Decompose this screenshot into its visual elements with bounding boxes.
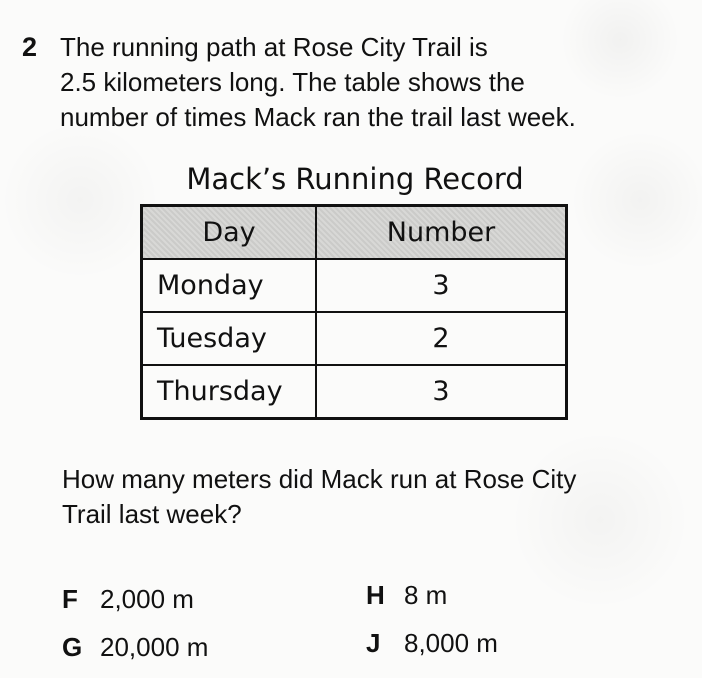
choice-text: 2,000 m	[100, 584, 194, 614]
header-day: Day	[142, 206, 317, 260]
table-row	[142, 259, 567, 312]
answer-choice-h[interactable]	[366, 580, 447, 611]
choice-letter: J	[366, 628, 381, 658]
question-stem	[60, 30, 680, 135]
table-header-row	[142, 206, 567, 260]
choice-text: 8,000 m	[404, 628, 498, 658]
cell-number: 3	[316, 259, 567, 312]
stem-line: The running path at Rose City Trail is	[60, 32, 488, 62]
choice-letter: G	[62, 632, 83, 662]
question-ask	[62, 462, 682, 532]
choice-letter: F	[62, 584, 78, 614]
choice-text: 20,000 m	[100, 632, 209, 662]
running-record-table	[140, 204, 568, 420]
cell-number: 3	[316, 365, 567, 419]
ask-line: Trail last week?	[62, 499, 242, 529]
cell-day: Tuesday	[142, 312, 317, 365]
ask-line: How many meters did Mack run at Rose City	[62, 464, 577, 494]
cell-day: Monday	[142, 259, 317, 312]
table-title: Mack’s Running Record	[186, 162, 524, 196]
answer-choice-j[interactable]	[366, 628, 498, 659]
answer-choice-g[interactable]	[62, 632, 208, 663]
answer-choice-f[interactable]	[62, 584, 194, 615]
choice-letter: H	[366, 580, 385, 610]
choice-text: 8 m	[404, 580, 448, 610]
question-number: 2	[22, 32, 38, 62]
stem-line: 2.5 kilometers long. The table shows the	[60, 67, 525, 97]
cell-number: 2	[316, 312, 567, 365]
cell-day: Thursday	[142, 365, 317, 419]
table-row	[142, 312, 567, 365]
table-row	[142, 365, 567, 419]
stem-line: number of times Mack ran the trail last week.	[60, 102, 576, 132]
header-number: Number	[316, 206, 567, 260]
